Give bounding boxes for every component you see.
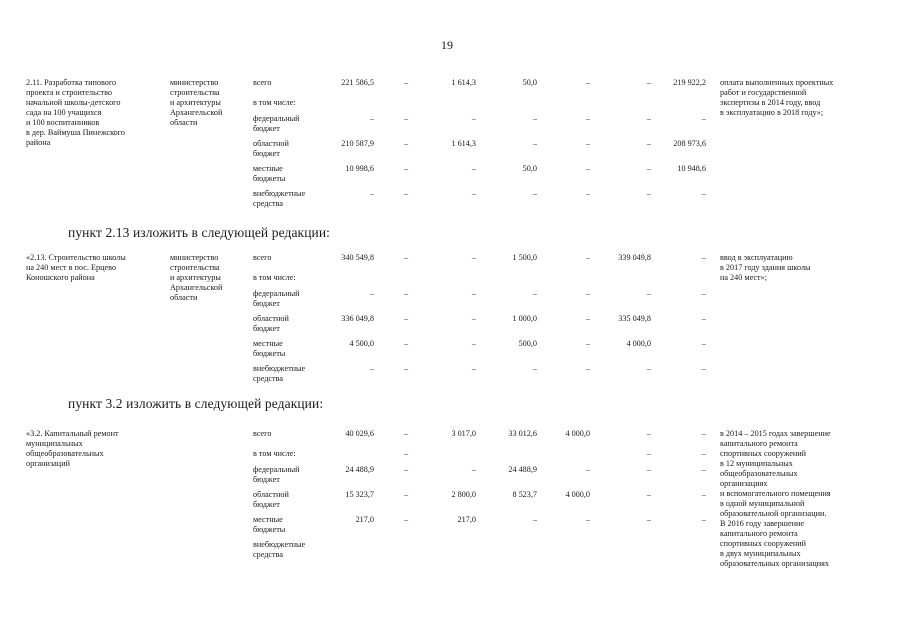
funding-source-label: областной [253, 314, 289, 323]
funding-value-cell: – [471, 465, 476, 474]
funding-value-cell: – [403, 515, 409, 524]
funding-source-label: всего [253, 253, 272, 262]
funding-source-label: областной [253, 139, 289, 148]
funding-value-cell: – [646, 164, 651, 173]
funding-value-cell: – [585, 78, 590, 87]
funding-value-cell: – [403, 339, 409, 348]
result-line: образовательной организации. [720, 509, 827, 518]
executor-line: и архитектуры [170, 273, 221, 282]
funding-value-cell: 4 000,0 [626, 339, 651, 348]
funding-value-cell: – [369, 364, 374, 373]
funding-value-cell: – [701, 515, 706, 524]
section-heading-2-13: пункт 2.13 изложить в следующей редакции: [68, 225, 331, 240]
funding-source-label: бюджет [253, 500, 280, 509]
executor-line: строительства [170, 263, 220, 272]
funding-value-cell: – [701, 189, 706, 198]
funding-value-cell: – [585, 339, 590, 348]
executor-line: строительства [170, 88, 220, 97]
funding-value-cell: – [403, 78, 409, 87]
funding-source-label: областной [253, 490, 289, 499]
funding-value-cell: – [646, 429, 651, 438]
funding-value-cell: 40 029,6 [345, 429, 374, 438]
result-line: в 2017 году здания школы [720, 263, 811, 272]
funding-value-cell: 1 614,3 [451, 78, 476, 87]
funding-value-cell: 335 049,8 [618, 314, 651, 323]
result-line: организациях [720, 479, 768, 488]
funding-value-cell: – [701, 429, 706, 438]
result-line: оплата выполненных проектных [720, 78, 834, 87]
funding-source-label: местные [253, 515, 283, 524]
funding-value-cell: – [532, 139, 537, 148]
funding-value-cell: – [471, 289, 476, 298]
funding-value-cell: – [403, 139, 409, 148]
funding-value-cell: – [646, 515, 651, 524]
funding-value-cell: – [403, 253, 409, 262]
measure-title-line: организаций [26, 459, 70, 468]
measure-title-line: муниципальных [26, 439, 83, 448]
funding-source-label: в том числе: [253, 273, 296, 282]
funding-source-label: внебюджетные [253, 364, 306, 373]
funding-value-cell: – [701, 314, 706, 323]
executor-line: министерство [170, 253, 219, 262]
measure-title-line: «3.2. Капитальный ремонт [26, 429, 119, 438]
funding-value-cell: 219 922,2 [673, 78, 706, 87]
executor-line: области [170, 293, 198, 302]
funding-value-cell: 217,0 [355, 515, 374, 524]
executor-line: и архитектуры [170, 98, 221, 107]
funding-value-cell: 217,0 [457, 515, 476, 524]
result-line: В 2016 году завершение [720, 519, 804, 528]
funding-value-cell: – [646, 78, 651, 87]
measure-title-line: и 100 воспитанников [26, 118, 100, 127]
funding-value-cell: – [403, 164, 409, 173]
funding-source-label: местные [253, 339, 283, 348]
funding-source-label: федеральный [253, 114, 300, 123]
funding-value-cell: – [701, 449, 706, 458]
funding-value-cell: – [646, 289, 651, 298]
result-line: ввод в эксплуатацию [720, 253, 793, 262]
funding-value-cell: 24 488,9 [508, 465, 537, 474]
funding-source-label: средства [253, 374, 284, 383]
funding-source-label: бюджет [253, 299, 280, 308]
executor-line: Архангельской [170, 283, 223, 292]
funding-value-cell: – [403, 114, 409, 123]
result-line: на 240 мест»; [720, 273, 767, 282]
funding-source-label: бюджеты [253, 525, 286, 534]
result-line: и вспомогательного помещения [720, 489, 831, 498]
result-line: в одной муниципальной [720, 499, 805, 508]
result-line: в 12 муниципальных [720, 459, 793, 468]
funding-value-cell: – [701, 339, 706, 348]
funding-value-cell: 340 549,8 [341, 253, 374, 262]
result-line: в 2014 – 2015 годах завершение [720, 429, 831, 438]
funding-source-label: бюджет [253, 475, 280, 484]
funding-value-cell: 339 049,8 [618, 253, 651, 262]
executor-line: министерство [170, 78, 219, 87]
funding-value-cell: 210 587,9 [341, 139, 374, 148]
funding-value-cell: – [471, 189, 476, 198]
measure-title-line: на 240 мест в пос. Ерцево [26, 263, 117, 272]
funding-value-cell: – [369, 189, 374, 198]
result-line: экспертизы в 2014 году, ввод [720, 98, 821, 107]
result-line: в эксплуатацию в 2018 году»; [720, 108, 824, 117]
funding-value-cell: – [701, 114, 706, 123]
result-line: образовательных организациях [720, 559, 829, 568]
funding-value-cell: 4 000,0 [565, 429, 590, 438]
funding-source-label: всего [253, 429, 272, 438]
funding-value-cell: 1 614,3 [451, 139, 476, 148]
funding-value-cell: – [585, 465, 590, 474]
funding-value-cell: – [585, 314, 590, 323]
funding-value-cell: – [585, 515, 590, 524]
funding-value-cell: – [403, 189, 409, 198]
funding-value-cell: 50,0 [522, 78, 537, 87]
funding-value-cell: – [532, 289, 537, 298]
executor-line: области [170, 118, 198, 127]
funding-source-label: бюджеты [253, 174, 286, 183]
funding-value-cell: 336 049,8 [341, 314, 374, 323]
result-line: капитального ремонта [720, 439, 798, 448]
funding-value-cell: 50,0 [522, 164, 537, 173]
funding-source-label: бюджет [253, 124, 280, 133]
funding-value-cell: – [369, 289, 374, 298]
measure-title-line: «2.13. Строительство школы [26, 253, 126, 262]
funding-value-cell: – [403, 314, 409, 323]
funding-value-cell: – [403, 364, 409, 373]
measure-title-line: проекта и строительство [26, 88, 112, 97]
measure-title-line: района [26, 138, 51, 147]
funding-source-label: федеральный [253, 465, 300, 474]
funding-value-cell: – [646, 465, 651, 474]
funding-source-label: бюджеты [253, 349, 286, 358]
funding-source-label: федеральный [253, 289, 300, 298]
funding-value-cell: – [585, 253, 590, 262]
executor-line: Архангельской [170, 108, 223, 117]
result-line: капитального ремонта [720, 529, 798, 538]
funding-value-cell: – [532, 114, 537, 123]
page-number: 19 [441, 38, 453, 52]
funding-value-cell: – [532, 515, 537, 524]
funding-value-cell: – [532, 364, 537, 373]
funding-value-cell: 24 488,9 [345, 465, 374, 474]
funding-value-cell: – [585, 139, 590, 148]
funding-value-cell: – [585, 189, 590, 198]
funding-source-label: в том числе: [253, 449, 296, 458]
funding-value-cell: 1 500,0 [512, 253, 537, 262]
funding-value-cell: – [585, 364, 590, 373]
measure-title-line: в дер. Ваймуша Пинежского [26, 128, 125, 137]
funding-value-cell: 500,0 [518, 339, 537, 348]
funding-value-cell: 4 500,0 [349, 339, 374, 348]
funding-value-cell: 33 012,6 [508, 429, 537, 438]
funding-value-cell: – [701, 289, 706, 298]
funding-value-cell: – [646, 189, 651, 198]
funding-value-cell: – [532, 189, 537, 198]
funding-value-cell: – [369, 114, 374, 123]
section-heading-3-2: пункт 3.2 изложить в следующей редакции: [68, 396, 324, 411]
funding-value-cell: – [403, 465, 409, 474]
funding-value-cell: – [701, 364, 706, 373]
result-line: спортивных сооружений [720, 539, 807, 548]
measure-title-line: 2.11. Разработка типового [26, 78, 117, 87]
measure-title-line: Коношского района [26, 273, 95, 282]
funding-value-cell: – [403, 490, 409, 499]
funding-value-cell: – [471, 339, 476, 348]
funding-source-label: местные [253, 164, 283, 173]
funding-value-cell: 4 000,0 [565, 490, 590, 499]
funding-value-cell: – [646, 364, 651, 373]
funding-value-cell: – [403, 429, 409, 438]
funding-value-cell: – [646, 490, 651, 499]
funding-value-cell: – [646, 114, 651, 123]
funding-value-cell: – [646, 449, 651, 458]
funding-value-cell: – [471, 364, 476, 373]
funding-value-cell: – [585, 164, 590, 173]
result-line: спортивных сооружений [720, 449, 807, 458]
funding-source-label: средства [253, 199, 284, 208]
funding-value-cell: 10 998,6 [345, 164, 374, 173]
funding-source-label: всего [253, 78, 272, 87]
result-line: общеобразовательных [720, 469, 798, 478]
funding-value-cell: – [471, 114, 476, 123]
funding-value-cell: – [701, 253, 706, 262]
measure-title-line: начальной школы-детского [26, 98, 121, 107]
funding-value-cell: – [403, 449, 409, 458]
funding-source-label: бюджет [253, 324, 280, 333]
funding-value-cell: 10 948,6 [677, 164, 706, 173]
funding-source-label: средства [253, 550, 284, 559]
funding-value-cell: 1 000,0 [512, 314, 537, 323]
funding-value-cell: – [701, 465, 706, 474]
funding-value-cell: – [471, 253, 476, 262]
funding-value-cell: 3 017,0 [451, 429, 476, 438]
funding-value-cell: 221 586,5 [341, 78, 374, 87]
funding-value-cell: – [471, 314, 476, 323]
funding-source-label: в том числе: [253, 98, 296, 107]
result-line: в двух муниципальных [720, 549, 801, 558]
funding-value-cell: – [701, 490, 706, 499]
funding-value-cell: 208 973,6 [673, 139, 706, 148]
funding-value-cell: 15 323,7 [345, 490, 374, 499]
funding-value-cell: – [403, 289, 409, 298]
result-line: работ и государственной [720, 88, 807, 97]
funding-value-cell: – [585, 289, 590, 298]
funding-source-label: внебюджетные [253, 540, 306, 549]
measure-title-line: общеобразовательных [26, 449, 104, 458]
funding-value-cell: 8 523,7 [512, 490, 537, 499]
funding-value-cell: 2 800,0 [451, 490, 476, 499]
funding-value-cell: – [471, 164, 476, 173]
funding-source-label: внебюджетные [253, 189, 306, 198]
funding-source-label: бюджет [253, 149, 280, 158]
measure-title-line: сада на 100 учащихся [26, 108, 102, 117]
funding-value-cell: – [646, 139, 651, 148]
funding-value-cell: – [585, 114, 590, 123]
